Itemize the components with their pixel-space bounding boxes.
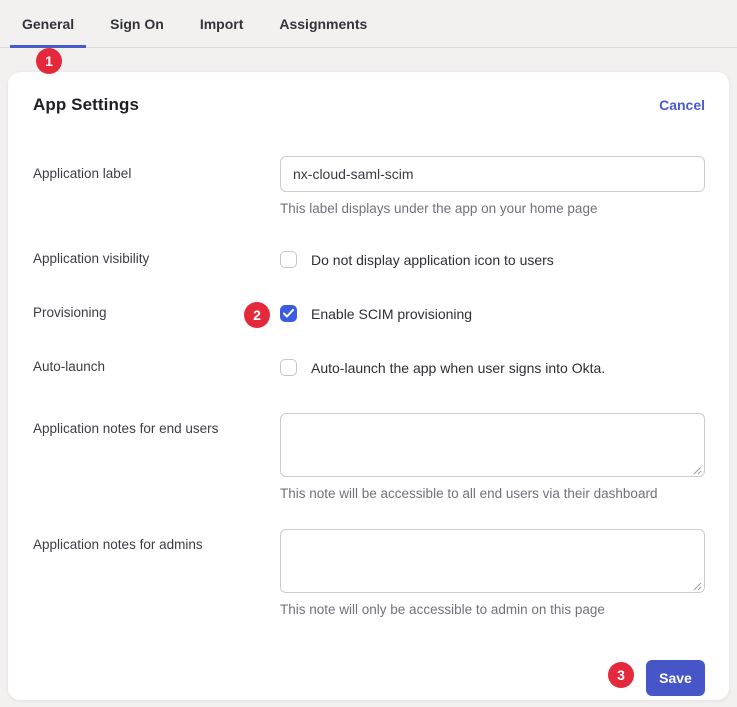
provisioning-row [33, 305, 705, 325]
tab-assignments[interactable]: Assignments [279, 15, 368, 32]
notes-admins-helper: This note will only be accessible to admin on this page [280, 602, 605, 617]
application-label-helper: This label displays under the app on your home page [280, 201, 598, 216]
page-title: App Settings [33, 95, 140, 114]
notes-admins-label: Application notes for admins [33, 537, 203, 552]
auto-launch-row [33, 359, 705, 379]
auto-launch-checkbox[interactable] [280, 359, 297, 376]
app-settings-card [8, 72, 729, 700]
notes-admins-row [33, 529, 705, 619]
step-badge-2: 2 [244, 302, 270, 328]
tab-sign-on[interactable]: Sign On [110, 15, 164, 32]
notes-end-users-textarea[interactable] [280, 413, 705, 477]
provisioning-label: Provisioning [33, 305, 107, 320]
application-label-input[interactable] [280, 156, 705, 192]
application-visibility-label: Application visibility [33, 251, 150, 266]
card-footer [33, 660, 705, 696]
provisioning-checkbox[interactable] [280, 305, 297, 322]
step-badge-1: 1 [36, 48, 62, 74]
notes-end-users-label: Application notes for end users [33, 421, 219, 436]
notes-end-users-row [33, 413, 705, 503]
provisioning-checkbox-label: Enable SCIM provisioning [311, 305, 473, 322]
step-badge-3: 3 [608, 662, 634, 688]
application-label-row [33, 156, 705, 218]
save-button[interactable]: Save [646, 660, 705, 696]
check-icon [283, 309, 294, 318]
tab-import[interactable]: Import [199, 15, 244, 32]
card-header [33, 94, 705, 116]
notes-end-users-helper: This note will be accessible to all end users via their dashboard [280, 486, 658, 501]
auto-launch-checkbox-label: Auto-launch the app when user signs into Okta. [311, 359, 606, 376]
auto-launch-label: Auto-launch [33, 359, 106, 374]
notes-admins-textarea[interactable] [280, 529, 705, 593]
application-visibility-row [33, 251, 705, 271]
cancel-link[interactable]: Cancel [659, 97, 705, 113]
tab-general[interactable]: General [10, 0, 86, 47]
tab-bar [0, 0, 737, 48]
application-label-label: Application label [33, 166, 132, 181]
application-visibility-checkbox-label: Do not display application icon to users [311, 251, 554, 268]
application-visibility-checkbox[interactable] [280, 251, 297, 268]
